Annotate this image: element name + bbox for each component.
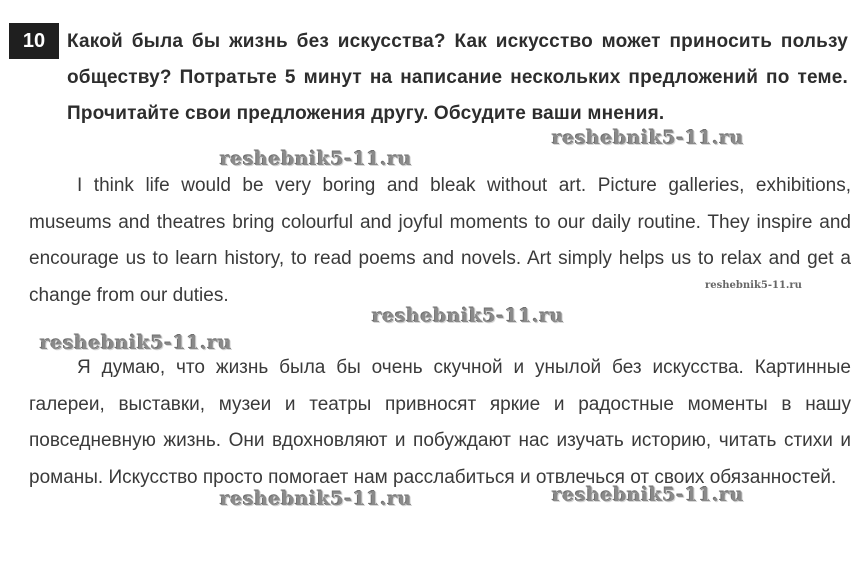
watermark: reshebnik5-11.ru — [552, 127, 745, 149]
answer-russian-paragraph: Я думаю, что жизнь была бы очень скучной и унылой без искусства. Картинные галереи, выставки, музеи и театры привносят яркие и радостные моменты в нашу повседневную жизнь. Они вдохновляют и побуждают нас изучать историю, читать стихи и романы. Искусство просто помогает нам расслабиться и отвлечься от своих обязанностей. — [29, 357, 851, 488]
watermark: reshebnik5-11.ru — [705, 280, 802, 291]
watermark: reshebnik5-11.ru — [220, 148, 413, 170]
answer-english-paragraph: I think life would be very boring and bleak without art. Picture galleries, exhibitions, museums and theatres bring colourful and joyful moments to our daily routine. They inspire and encourage us to learn history, to read poems and novels. Art simply helps us to relax and get a change from our duties. — [29, 175, 851, 306]
watermark: reshebnik5-11.ru — [552, 484, 745, 506]
task-number-badge: 10 — [9, 23, 59, 59]
watermark: reshebnik5-11.ru — [220, 488, 413, 510]
watermark: reshebnik5-11.ru — [372, 305, 565, 327]
task-instructions: Какой была бы жизнь без искусства? Как искусство может приносить пользу обществу? Потратьте 5 минут на написание нескольких предложений по теме. Прочитайте свои предложения другу. Обсудите ваши мнения. — [67, 31, 848, 124]
watermark: reshebnik5-11.ru — [40, 332, 233, 354]
